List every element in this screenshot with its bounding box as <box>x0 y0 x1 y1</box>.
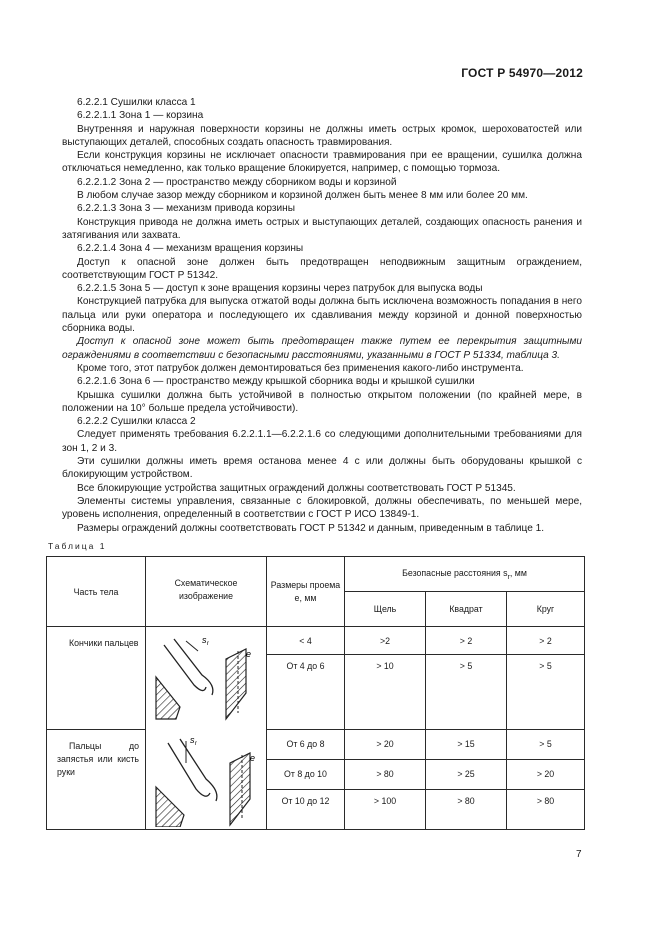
scheme-fingers-hand <box>146 729 267 830</box>
header-part: Часть тела <box>47 557 146 627</box>
paragraph: В любом случае зазор между сборником и корзиной должен быть менее 8 мм или более 20 мм. <box>77 190 528 202</box>
opening-size: От 4 до 6 <box>267 655 345 729</box>
paragraph: Элементы системы управления, связанные с блокировкой, должны обеспечивать, по меньшей мере, уровень исполнения, определенный в соответствии с ГОСТ Р ИСО 13849-1. <box>62 495 582 521</box>
diagram-label-e: e <box>246 649 252 659</box>
distance-square: > 5 <box>426 655 507 729</box>
diagram-label-r: r <box>195 741 197 747</box>
section-heading: 6.2.2.1.3 Зона 3 — механизм привода корзины <box>77 203 295 215</box>
paragraph: Конструкцией патрубка для выпуска отжатой воды должна быть исключена возможность попадания в него пальца или руки оператора и последующего их сдавливания между корзиной и донной поверхностью сборника воды. <box>62 296 582 335</box>
diagram-label-r: r <box>207 641 209 647</box>
header-scheme: Схематическое изображение <box>146 557 267 627</box>
section-heading: 6.2.2.1 Сушилки класса 1 <box>77 97 196 108</box>
body-part-fingers-hand: Пальцы до запястья или кисть руки <box>47 729 146 830</box>
hand-opening-diagram <box>146 729 267 827</box>
paragraph: Кроме того, этот патрубок должен демонтироваться без применения какого-либо инструмента. <box>77 362 524 374</box>
body-part-fingertips: Кончики пальцев <box>47 627 146 730</box>
paragraph: Доступ к опасной зоне должен быть предотвращен неподвижным защитным ограждением, соответствующим ГОСТ Р 51342. <box>62 256 582 281</box>
diagram-label-s: s <box>190 735 195 745</box>
distance-round: > 5 <box>507 655 585 729</box>
distance-slot: >2 <box>345 627 426 655</box>
header-square: Квадрат <box>426 592 507 627</box>
distance-square: > 2 <box>426 627 507 655</box>
opening-size: < 4 <box>267 627 345 655</box>
distance-round: > 20 <box>507 759 585 789</box>
opening-size: От 8 до 10 <box>267 759 345 789</box>
distance-square: > 25 <box>426 759 507 789</box>
paragraph-italic: Доступ к опасной зоне может быть предотвращен также путем ее перекрытия защитными ограждениями в соответствии с безопасными расстояниями, указанными в ГОСТ Р 51334, таблица 3. <box>62 336 582 361</box>
header-safe-label: Безопасные расстояния s <box>402 567 508 578</box>
section-heading: 6.2.2.1.4 Зона 4 — механизм вращения корзины <box>77 243 304 255</box>
distance-slot: > 20 <box>345 729 426 759</box>
paragraph: Следует применять требования 6.2.2.1.1—6.2.2.1.6 со следующими дополнительными требованиями для зон 1, 2 и 3. <box>62 429 582 454</box>
opening-size: От 6 до 8 <box>267 729 345 759</box>
document-code: ГОСТ Р 54970—2012 <box>461 66 583 80</box>
distance-slot: > 100 <box>345 789 426 829</box>
header-size: Размеры проема e, мм <box>267 557 345 627</box>
paragraph: Крышка сушилки должна быть устойчивой в полностью открытом положении (по крайней мере, в положении на 10° больше предела устойчивости). <box>62 389 582 414</box>
paragraph: Если конструкция корзины не исключает опасности травмирования при ее вращении, сушилка должна отключаться немедленно, как только вращение блокируется, например, с помощью тормоза. <box>62 150 582 175</box>
distance-round: > 2 <box>507 627 585 655</box>
diagram-label-s: s <box>202 635 207 645</box>
distance-slot: > 80 <box>345 759 426 789</box>
section-heading: 6.2.2.1.2 Зона 2 — пространство между сборником воды и корзиной <box>77 176 397 188</box>
paragraph: Все блокирующие устройства защитных ограждений должны соответствовать ГОСТ Р 51345. <box>77 482 516 494</box>
document-body <box>62 96 582 535</box>
diagram-label-e: e <box>250 753 256 763</box>
section-heading: 6.2.2.2 Сушилки класса 2 <box>77 416 196 428</box>
paragraph: Конструкция привода не должна иметь острых и выступающих деталей, создающих опасность ранения и затягивания или захвата. <box>62 216 582 241</box>
page-number: 7 <box>576 849 582 860</box>
header-safe-distances <box>345 557 585 592</box>
distance-square: > 80 <box>426 789 507 829</box>
header-safe-subscript: r <box>507 573 510 581</box>
distance-round: > 80 <box>507 789 585 829</box>
distance-square: > 15 <box>426 729 507 759</box>
header-round: Круг <box>507 592 585 627</box>
header-safe-unit: , мм <box>509 567 527 578</box>
safety-distances-table <box>46 556 585 830</box>
header-slot: Щель <box>345 592 426 627</box>
opening-size: От 10 до 12 <box>267 789 345 829</box>
paragraph: Размеры ограждений должны соответствовать ГОСТ Р 51342 и данным, приведенным в таблице 1. <box>77 522 545 534</box>
section-heading: 6.2.2.1.5 Зона 5 — доступ к зоне вращения корзины через патрубок для выпуска воды <box>77 283 483 295</box>
fingertip-opening-diagram <box>146 627 267 727</box>
section-heading: 6.2.2.1.6 Зона 6 — пространство между крышкой сборника воды и крышкой сушилки <box>77 376 475 388</box>
paragraph: Эти сушилки должны иметь время останова менее 4 с или должны быть оборудованы крышкой с блокирующим устройством. <box>62 456 582 481</box>
section-heading: 6.2.2.1.1 Зона 1 — корзина <box>77 110 204 122</box>
table-caption: Таблица 1 <box>48 541 107 551</box>
distance-round: > 5 <box>507 729 585 759</box>
scheme-fingertips <box>146 627 267 730</box>
distance-slot: > 10 <box>345 655 426 729</box>
paragraph: Внутренняя и наружная поверхности корзины не должны иметь острых кромок, шероховатостей или выступающих деталей, способных создать опасность травмирования. <box>62 123 582 148</box>
